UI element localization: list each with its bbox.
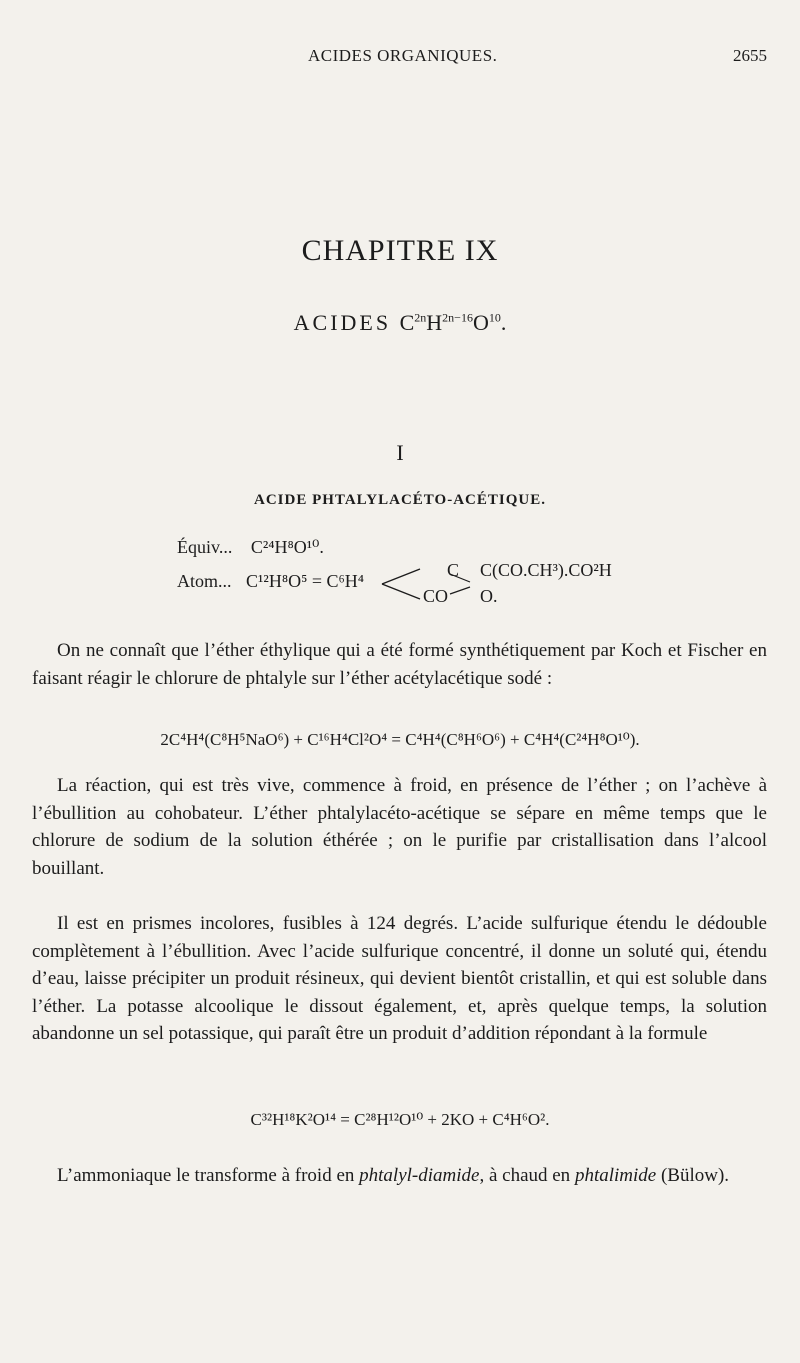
formula-sup-2n-16: 2n−16 [442,310,473,325]
p4-phtalimide: phtalimide [574,1165,657,1186]
section-number: I [396,440,404,465]
formula-period: . [500,310,507,335]
struct-top-right: C(CO.CH³).CO²H [480,560,612,580]
formula-h: H [426,310,443,335]
equiv-line [177,537,324,558]
acides-word: ACIDES [293,310,392,335]
acides-heading [0,310,800,336]
struct-bottom-co: CO [423,586,449,606]
section-name: ACIDE PHTALYLACÉTO-ACÉTIQUE. [254,492,546,508]
formula-c: C [399,310,415,335]
paragraph-2: La réaction, qui est très vive, commence à froid, en présence de l’éther ; on l’achève à l’ébullition au cohobateur. L’éther phtalylacéto-acétique se sépare en même temps que le chlorure de sodium de la solution éthérée ; on le purifie par cristallisation dans l’alcool bouillant. [32,775,767,879]
page-number: 2655 [733,46,767,65]
p4-phtalyl-diamide: phtalyl-diamide [359,1165,480,1186]
atom-value: C¹²H⁸O⁵ = C⁶H⁴ [246,571,365,591]
paragraph-1: On ne connaît que l’éther éthylique qui a été formé synthétiquement par Koch et Fischer en faisant réagir le chlorure de phtalyle sur l’éther acétylacétique sodé : [32,640,767,689]
atom-label: Atom... [177,571,232,591]
formula-sup-2n: 2n [414,310,427,325]
struct-top-c: C [447,560,460,580]
equation-1: 2C⁴H⁴(C⁸H⁵NaO⁶) + C¹⁶H⁴Cl²O⁴ = C⁴H⁴(C⁸H⁶O⁶) + C⁴H⁴(C²⁴H⁸O¹⁰). [160,730,640,749]
equation-2: C³²H¹⁸K²O¹⁴ = C²⁸H¹²O¹⁰ + 2KO + C⁴H⁶O². [250,1110,550,1129]
atom-line [177,571,364,592]
p4-mid: , à chaud en [479,1165,575,1186]
struct-bottom-o: O. [480,586,498,606]
running-header-title: ACIDES ORGANIQUES. [308,46,498,65]
paragraph-4 [32,1162,767,1190]
equiv-value: C²⁴H⁸O¹⁰. [250,537,324,557]
p4-start: L’ammoniaque le transforme à froid en [57,1165,360,1186]
formula-sup-10: 10 [488,310,501,325]
chapter-title: CHAPITRE IX [301,234,499,267]
equiv-label: Équiv... [177,537,233,557]
p4-end: (Bülow). [656,1165,730,1186]
paragraph-3: Il est en prismes incolores, fusibles à 124 degrés. L’acide sulfurique étendu le dédouble complètement à l’ébullition. Avec l’acide sulfurique concentré, il donne un soluté qui, étendu d’eau, laisse précipiter un produit résineux, qui devient bientôt cristallin, et qui est soluble dans l’éther. La potasse alcoolique le dissout également, et, après quelque temps, la solution abandonne un sel potassique, qui paraît être un produit d’addition répondant à la formule [32,913,767,1044]
formula-o: O [472,310,489,335]
